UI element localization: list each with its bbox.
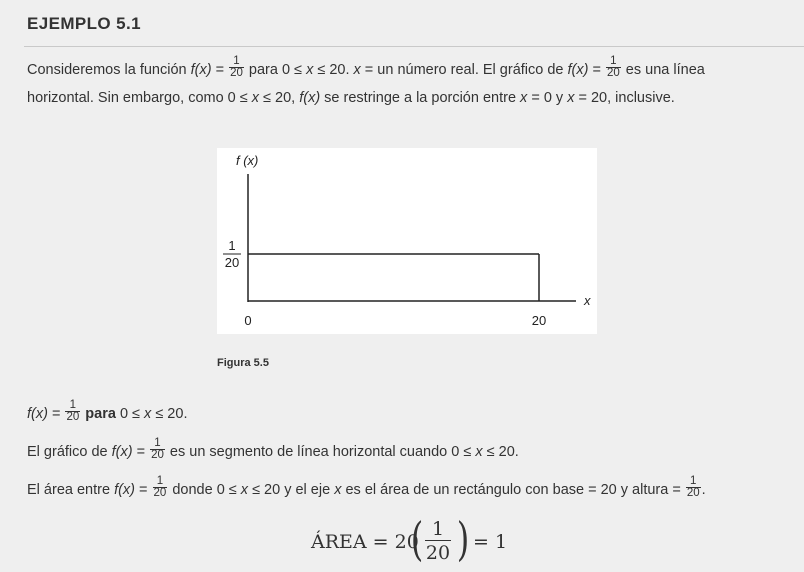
function-symbol: f(x) [299, 90, 321, 106]
variable-x: x [144, 406, 152, 422]
function-symbol: f(x) [190, 62, 212, 78]
fraction-denominator: 20 [230, 66, 243, 79]
variable-x: x [520, 90, 528, 106]
statement-text: ≤ 20. [482, 444, 519, 460]
intro-text: ≤ 20, [259, 90, 300, 106]
fraction-1-20 [686, 476, 701, 499]
figure-5-5 [217, 148, 597, 334]
y-tick-denominator: 20 [224, 255, 240, 270]
intro-line-1 [27, 54, 705, 80]
variable-x: x [240, 482, 249, 498]
statement-text: es el área de un rectángulo con base = 20 y altura = [341, 482, 685, 498]
intro-text: Consideremos la función [27, 62, 191, 78]
function-symbol: f(x) [567, 62, 589, 78]
uniform-distribution-chart [217, 148, 597, 334]
statement-1 [27, 398, 188, 424]
area-label: ÁREA = 20 [311, 531, 419, 553]
equals-sign: = [135, 482, 152, 498]
intro-text: = un número real. El gráfico de [360, 62, 568, 78]
statement-text: donde 0 ≤ [168, 482, 241, 498]
intro-text: horizontal. Sin embargo, como 0 ≤ [27, 90, 252, 106]
statement-text: es un segmento de línea horizontal cuando 0 ≤ [165, 444, 476, 460]
x-axis-label: x [584, 293, 591, 308]
fraction-numerator: 1 [156, 474, 164, 487]
variable-x: x [567, 90, 575, 106]
variable-x: x [353, 62, 361, 78]
area-fraction-denominator: 20 [425, 542, 451, 564]
equals-sign: = [132, 444, 150, 460]
fraction-1-20 [153, 476, 168, 499]
intro-line-2 [27, 88, 675, 108]
right-paren: ) [456, 512, 470, 566]
area-fraction-numerator: 1 [431, 518, 445, 540]
statement-2 [27, 436, 519, 462]
fraction-1-20 [606, 56, 621, 79]
variable-x: x [251, 90, 260, 106]
period: . [701, 482, 706, 498]
intro-text: se restringe a la porción entre [320, 90, 521, 106]
area-fraction [425, 518, 451, 565]
intro-text: = 20, inclusive. [574, 90, 675, 106]
fraction-denominator: 20 [606, 66, 620, 79]
fraction-numerator: 1 [154, 436, 161, 449]
fraction-denominator: 20 [686, 486, 700, 499]
area-result: = 1 [473, 531, 508, 553]
intro-text: = 0 y [527, 90, 568, 106]
intro-text: para 0 ≤ [244, 62, 307, 78]
x-tick-20: 20 [531, 313, 547, 328]
intro-text: es una línea [621, 62, 705, 78]
fraction-numerator: 1 [69, 398, 77, 411]
left-paren: ( [410, 512, 424, 566]
function-symbol: f(x) [111, 444, 133, 460]
statement-text: El área entre [27, 482, 115, 498]
x-tick-0: 0 [244, 313, 252, 328]
fraction-denominator: 20 [66, 410, 80, 423]
equals-sign: = [588, 62, 605, 78]
y-axis-label: f (x) [236, 153, 259, 168]
example-title: EJEMPLO 5.1 [27, 14, 141, 33]
fraction-numerator: 1 [610, 54, 617, 67]
function-symbol: f(x) [114, 482, 135, 498]
fraction-1-20 [229, 56, 244, 79]
variable-x: x [334, 482, 342, 498]
fraction-1-20 [65, 400, 80, 423]
variable-x: x [475, 444, 483, 460]
equals-sign: = [211, 62, 229, 78]
intro-text: ≤ 20. [313, 62, 354, 78]
title-divider [24, 46, 804, 47]
fraction-denominator: 20 [151, 448, 164, 461]
statement-text: ≤ 20. [151, 406, 188, 422]
y-tick-numerator: 1 [228, 238, 236, 253]
statement-3 [27, 474, 706, 500]
figure-caption: Figura 5.5 [217, 357, 269, 369]
fraction-numerator: 1 [233, 54, 240, 67]
statement-text: ≤ 20 y el eje [248, 482, 335, 498]
equals-sign: = [47, 406, 65, 422]
statement-text: 0 ≤ [115, 406, 145, 422]
fraction-denominator: 20 [153, 486, 167, 499]
fraction-1-20 [150, 438, 165, 461]
fraction-numerator: 1 [690, 474, 697, 487]
statement-text: El gráfico de [27, 444, 112, 460]
function-symbol: f(x) [27, 406, 48, 422]
bold-para: para [85, 406, 116, 422]
variable-x: x [306, 62, 314, 78]
